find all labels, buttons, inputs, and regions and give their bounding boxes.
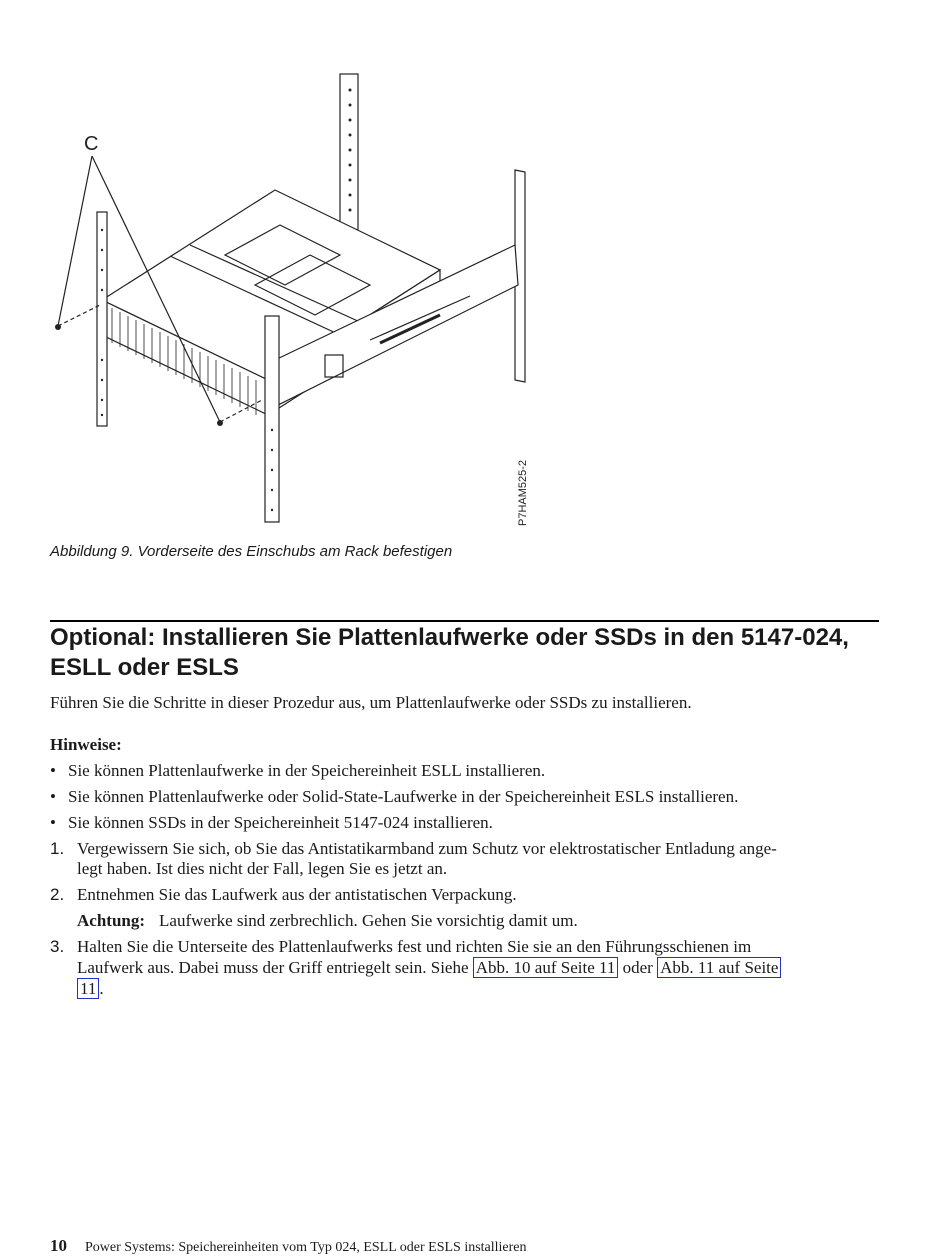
- step-text: Vergewissern Sie sich, ob Sie das Antistatikarmband zum Schutz vor elektrostatischer Entladung ange-: [77, 839, 777, 858]
- figure-caption: Abbildung 9. Vorderseite des Einschubs am Rack befestigen: [50, 543, 453, 560]
- step-text: Laufwerk aus. Dabei muss der Griff entriegelt sein. Siehe: [77, 958, 469, 977]
- section-title: Optional: Installieren Sie Plattenlaufwerke oder SSDs in den 5147-024, ESLL oder ESLS: [50, 624, 849, 681]
- section-intro: Führen Sie die Schritte in dieser Prozedur aus, um Plattenlaufwerke oder SSDs zu installieren.: [50, 693, 692, 712]
- figure-image-id: P7HAM525-2: [517, 459, 529, 526]
- figure-callout-c: C: [84, 133, 99, 155]
- figure-11-link-page[interactable]: 11: [77, 978, 99, 999]
- notes-title: Hinweise:: [50, 735, 122, 754]
- step-text: Entnehmen Sie das Laufwerk aus der antistatischen Verpackung.: [77, 885, 517, 904]
- step-text: oder: [622, 958, 653, 977]
- step-number: 2.: [50, 885, 65, 904]
- step-number: 3.: [50, 937, 65, 956]
- step-2: [50, 885, 890, 907]
- step-text: legt haben. Ist dies nicht der Fall, legen Sie es jetzt an.: [77, 859, 448, 878]
- page-footer: [50, 1236, 527, 1256]
- attention-note: [77, 911, 578, 931]
- attention-label: Achtung:: [77, 911, 146, 930]
- note-item: • Sie können SSDs in der Speichereinheit 5147-024 installieren.: [50, 813, 493, 832]
- rack-mount-illustration: [40, 60, 560, 540]
- bullet-icon: •: [50, 813, 56, 832]
- note-item: • Sie können Plattenlaufwerke oder Solid-State-Laufwerke in der Speichereinheit ESLS installieren.: [50, 787, 739, 806]
- footer-text: Power Systems: Speichereinheiten vom Typ 024, ESLL oder ESLS installieren: [85, 1240, 527, 1255]
- step-1: [50, 839, 890, 881]
- heading-rule: [50, 620, 879, 622]
- figure-11-link[interactable]: Abb. 11 auf Seite: [657, 957, 781, 978]
- bullet-icon: •: [50, 761, 56, 780]
- attention-text: Laufwerke sind zerbrechlich. Gehen Sie vorsichtig damit um.: [159, 911, 578, 930]
- note-item: • Sie können Plattenlaufwerke in der Speichereinheit ESLL installieren.: [50, 761, 546, 780]
- step-number: 1.: [50, 839, 65, 858]
- page-number: 10: [50, 1236, 67, 1255]
- figure-10-link[interactable]: Abb. 10 auf Seite 11: [473, 957, 619, 978]
- step-3: 3. Halten Sie die Unterseite des Plattenlaufwerks fest und richten Sie sie an den Führungsschienen im Laufwerk aus. Dabei muss der Griff entriegelt sein. Siehe Abb. 10 auf Seite 11 oder Abb. 11 auf Seite 11 .: [50, 937, 890, 1001]
- step-text: Halten Sie die Unterseite des Plattenlaufwerks fest und richten Sie sie an den Führungsschienen im: [77, 937, 752, 956]
- bullet-icon: •: [50, 787, 56, 806]
